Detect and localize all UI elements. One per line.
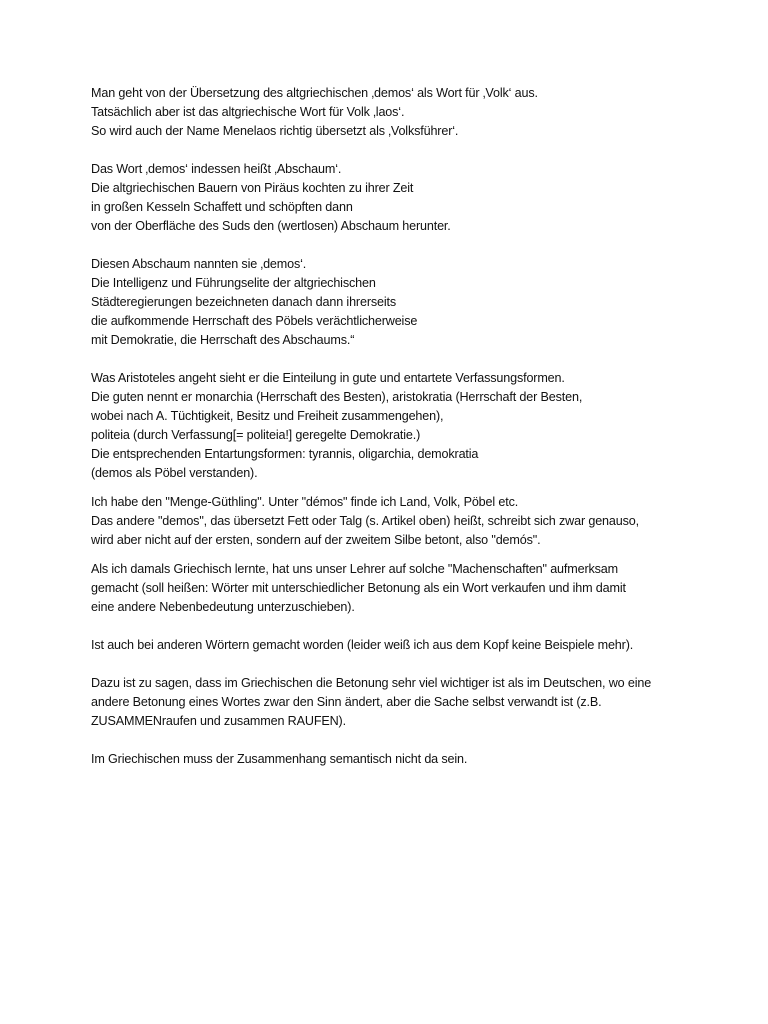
text-line: Die entsprechenden Entartungsformen: tyrannis, oligarchia, demokratia bbox=[91, 447, 479, 461]
text-line: von der Oberfläche des Suds den (wertlosen) Abschaum herunter. bbox=[91, 219, 451, 233]
paragraph-gap bbox=[91, 731, 691, 750]
text-line: Die altgriechischen Bauern von Piräus kochten zu ihrer Zeit bbox=[91, 181, 414, 195]
paragraph-7 bbox=[91, 636, 691, 655]
paragraph-1 bbox=[91, 84, 691, 141]
paragraph-9 bbox=[91, 750, 691, 769]
paragraph-3 bbox=[91, 255, 691, 350]
text-line: Das andere "demos", das übersetzt Fett oder Talg (s. Artikel oben) heißt, schreibt sich zwar genauso, bbox=[91, 514, 639, 528]
text-line: So wird auch der Name Menelaos richtig übersetzt als ‚Volksführer‘. bbox=[91, 124, 459, 138]
text-line: wobei nach A. Tüchtigkeit, Besitz und Freiheit zusammengehen), bbox=[91, 409, 444, 423]
text-line: gemacht (soll heißen: Wörter mit unterschiedlicher Betonung als ein Wort verkaufen und ihm damit bbox=[91, 581, 626, 595]
paragraph-gap bbox=[91, 236, 691, 255]
text-line: Das Wort ‚demos‘ indessen heißt ‚Abschaum‘. bbox=[91, 162, 342, 176]
paragraph-gap bbox=[91, 141, 691, 160]
text-line: (demos als Pöbel verstanden). bbox=[91, 466, 258, 480]
paragraph-8 bbox=[91, 674, 691, 731]
text-line: Diesen Abschaum nannten sie ‚demos‘. bbox=[91, 257, 307, 271]
text-line: Ist auch bei anderen Wörtern gemacht worden (leider weiß ich aus dem Kopf keine Beispiele mehr). bbox=[91, 638, 634, 652]
paragraph-2 bbox=[91, 160, 691, 236]
text-line: Man geht von der Übersetzung des altgriechischen ‚demos‘ als Wort für ‚Volk‘ aus. bbox=[91, 86, 538, 100]
paragraph-gap bbox=[91, 617, 691, 636]
text-line: Im Griechischen muss der Zusammenhang semantisch nicht da sein. bbox=[91, 752, 468, 766]
text-line: Als ich damals Griechisch lernte, hat uns unser Lehrer auf solche "Machenschaften" aufmerksam bbox=[91, 562, 618, 576]
paragraph-gap bbox=[91, 483, 691, 493]
text-line: in großen Kesseln Schaffett und schöpften dann bbox=[91, 200, 353, 214]
text-line: Die Intelligenz und Führungselite der altgriechischen bbox=[91, 276, 376, 290]
text-line: mit Demokratie, die Herrschaft des Abschaums.“ bbox=[91, 333, 355, 347]
text-line: Tatsächlich aber ist das altgriechische Wort für Volk ‚laos‘. bbox=[91, 105, 405, 119]
text-line: Städteregierungen bezeichneten danach dann ihrerseits bbox=[91, 295, 397, 309]
text-line: Was Aristoteles angeht sieht er die Einteilung in gute und entartete Verfassungsformen. bbox=[91, 371, 565, 385]
paragraph-5 bbox=[91, 493, 691, 550]
text-line: Ich habe den "Menge-Güthling". Unter "démos" finde ich Land, Volk, Pöbel etc. bbox=[91, 495, 519, 509]
text-line: politeia (durch Verfassung[= politeia!] geregelte Demokratie.) bbox=[91, 428, 421, 442]
text-line: wird aber nicht auf der ersten, sondern auf der zweitem Silbe betont, also "demós". bbox=[91, 533, 541, 547]
document-body bbox=[91, 84, 691, 769]
text-line: Dazu ist zu sagen, dass im Griechischen die Betonung sehr viel wichtiger ist als im Deutschen, wo eine bbox=[91, 676, 652, 690]
text-line: die aufkommende Herrschaft des Pöbels verächtlicherweise bbox=[91, 314, 418, 328]
text-line: Die guten nennt er monarchia (Herrschaft des Besten), aristokratia (Herrschaft der Besten, bbox=[91, 390, 583, 404]
text-line: eine andere Nebenbedeutung unterzuschieben). bbox=[91, 600, 355, 614]
paragraph-gap bbox=[91, 350, 691, 369]
text-line: andere Betonung eines Wortes zwar den Sinn ändert, aber die Sache selbst verwandt ist (z.B. bbox=[91, 695, 602, 709]
paragraph-gap bbox=[91, 655, 691, 674]
paragraph-4 bbox=[91, 369, 691, 483]
paragraph-gap bbox=[91, 550, 691, 560]
paragraph-6 bbox=[91, 560, 691, 617]
text-line: ZUSAMMENraufen und zusammen RAUFEN). bbox=[91, 714, 346, 728]
